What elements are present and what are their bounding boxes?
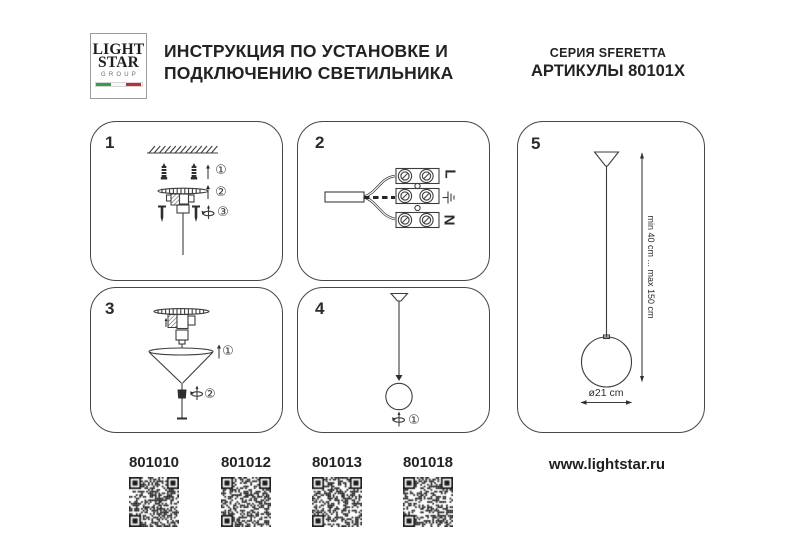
- step-marker-2: ②: [204, 387, 216, 402]
- wall-anchor-icon: [191, 163, 197, 180]
- step-number-4: 4: [315, 299, 325, 318]
- earth-ground-icon: [443, 192, 455, 204]
- wall-anchor-icon: [161, 163, 167, 180]
- step-panel-4: [297, 287, 490, 433]
- step-number-1: 1: [105, 133, 115, 152]
- screw-icon: [192, 207, 200, 223]
- ceiling-mount-diagram: [91, 122, 284, 282]
- arrow-up-icon: [206, 165, 210, 180]
- step-panel-5: [517, 121, 705, 433]
- article-number: 801018: [402, 454, 454, 471]
- logo-star: STAR: [98, 54, 139, 71]
- website-url: www.lightstar.ru: [548, 456, 666, 473]
- step-marker-2: ②: [215, 185, 227, 200]
- qr-code: [221, 477, 271, 527]
- arrow-up-icon: [165, 318, 168, 327]
- step-panel-3: [90, 287, 283, 433]
- logo-light: LIGHT: [92, 41, 145, 58]
- articles-label: АРТИКУЛЫ 80101X: [531, 62, 685, 80]
- canopy-mount-diagram: [91, 288, 284, 434]
- screw-icon: [158, 207, 166, 223]
- article-column: [200, 454, 292, 527]
- rotate-screw-icon: [392, 412, 404, 427]
- terminal-label-live: L: [441, 169, 459, 179]
- shade-attach-diagram: [298, 288, 491, 434]
- terminal-block: [396, 169, 439, 228]
- qr-code: [312, 477, 362, 527]
- series-label: СЕРИЯ SFERETTA: [549, 46, 667, 60]
- step-marker-1: ①: [408, 413, 420, 428]
- brand-logo: [90, 33, 147, 99]
- height-range-label: min 40 cm ... max 150 cm: [646, 215, 656, 319]
- glass-sphere: [582, 337, 632, 387]
- glass-sphere: [386, 383, 412, 409]
- article-column: [291, 454, 383, 527]
- article-column: [108, 454, 200, 527]
- step-marker-1: ①: [222, 344, 234, 359]
- italian-flag-icon: [95, 82, 143, 88]
- qr-code: [129, 477, 179, 527]
- article-number: 801010: [128, 454, 180, 471]
- step-number-2: 2: [315, 133, 325, 152]
- step-number-5: 5: [531, 134, 541, 153]
- qr-code: [403, 477, 453, 527]
- logo-group: GROUP: [100, 72, 139, 78]
- wiring-diagram: [298, 122, 491, 282]
- article-number: 801013: [311, 454, 363, 471]
- step-number-3: 3: [105, 299, 115, 318]
- dimension-arrow-vertical: [640, 153, 644, 383]
- step-panel-2: [297, 121, 490, 281]
- article-column: [382, 454, 474, 527]
- step-panel-1: [90, 121, 283, 281]
- diameter-label: ø21 cm: [588, 387, 624, 399]
- terminal-screws: [398, 169, 433, 226]
- article-number: 801012: [220, 454, 272, 471]
- rotate-screw-icon: [202, 205, 214, 219]
- page-title-line2: ПОДКЛЮЧЕНИЮ СВЕТИЛЬНИКА: [164, 62, 454, 83]
- rotate-screw-icon: [190, 386, 202, 401]
- step-marker-1: ①: [215, 163, 227, 178]
- page-title: [164, 41, 454, 84]
- page-title-line1: ИНСТРУКЦИЯ ПО УСТАНОВКЕ И: [164, 41, 448, 61]
- dimension-arrow-horizontal: [581, 400, 633, 404]
- cord-grip-icon: [178, 390, 187, 399]
- terminal-label-neutral: N: [440, 214, 458, 226]
- socket-icon: [396, 375, 403, 381]
- step-marker-3: ③: [217, 205, 229, 220]
